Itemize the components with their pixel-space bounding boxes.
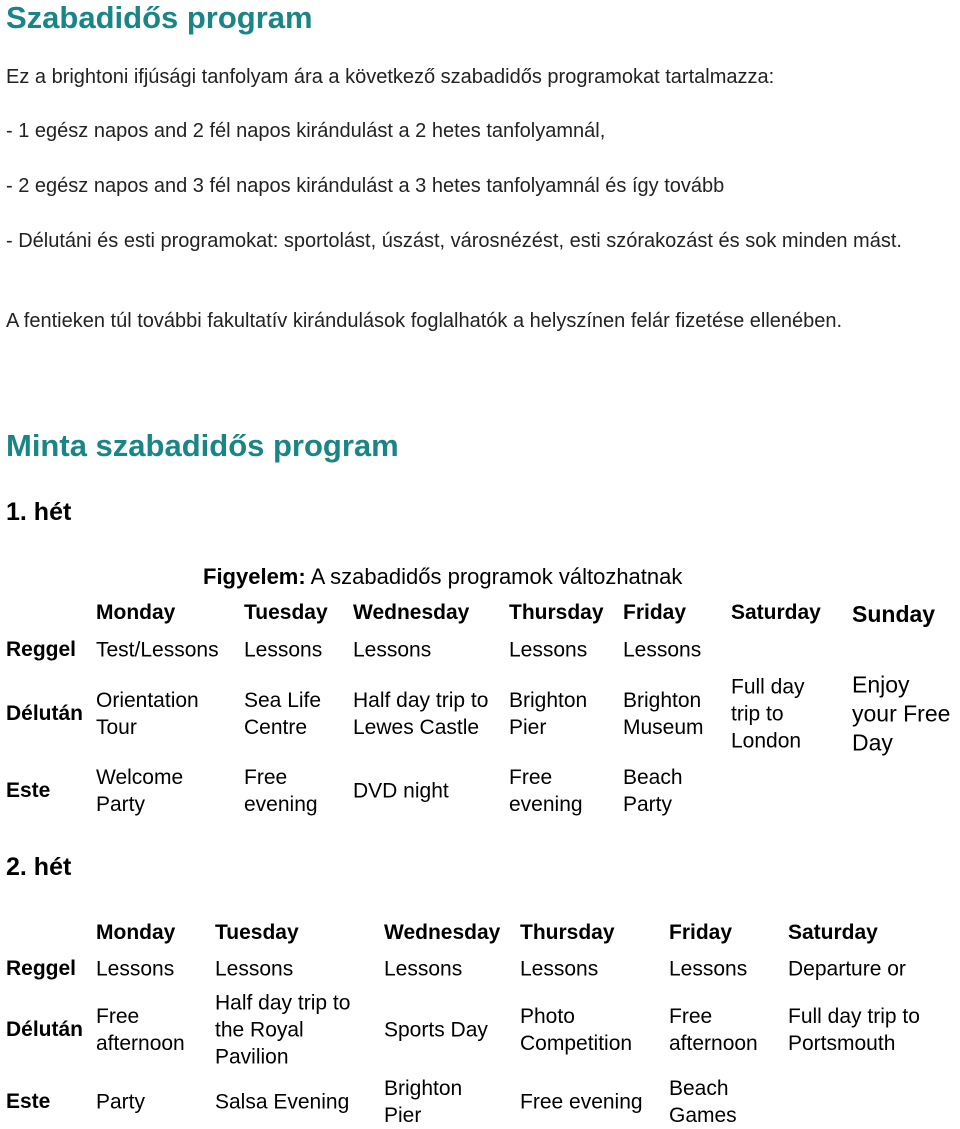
week2-cell-line: Departure or [788,957,906,981]
week1-cell-line: Beach [623,766,683,789]
week2-day-header: Monday [96,921,176,944]
notice [203,564,682,590]
bullet-3: - Délutáni és esti programokat: sportolást, úszást, városnézést, esti szórakozást és sok minden mást. [6,230,902,252]
week2-day-header: Wednesday [384,921,501,944]
week2-cell-line: Photo [520,1005,575,1028]
week1-cell-line: Day [852,729,893,756]
week2-cell-line: Sports Day [384,1018,488,1042]
week1-day-header: Saturday [731,601,821,624]
week2-cell-line: Games [669,1104,737,1127]
week1-table-cell [509,764,583,818]
week2-day-header: Tuesday [215,921,299,944]
week1-table-cell [96,687,199,741]
week1-cell-line: Lewes Castle [353,716,480,739]
page-title: Szabadidős program [6,0,313,35]
intro-text: Ez a brightoni ifjúsági tanfolyam ára a következő szabadidős programokat tartalmazza: [6,66,775,88]
week2-table-cell [788,956,906,983]
week1-cell-line: Half day trip to [353,689,489,712]
week1-cell-line: trip to [731,702,784,726]
week1-cell-line: Welcome [96,766,184,789]
week2-cell-line: Lessons [96,957,175,981]
week2-cell-line: Lessons [384,957,463,981]
week1-cell-line: Sea Life [244,689,322,712]
week1-day-header: Friday [623,601,687,624]
week1-label: 1. hét [6,498,72,526]
week1-table-cell [852,671,950,758]
week1-cell-line: Free [509,766,553,789]
week1-cell-line: Enjoy [852,671,910,698]
week1-table-cell [244,764,318,818]
week1-cell-line: DVD night [353,779,449,803]
week1-cell-line: Party [623,793,673,816]
bullet-1: - 1 egész napos and 2 fél napos kirándulást a 2 hetes tanfolyamnál, [6,120,606,142]
week2-table-cell [669,1075,737,1129]
week2-label: 2. hét [6,853,72,881]
week1-table-cell [623,764,683,818]
week2-row-label: Délután [6,1018,84,1041]
week1-day-header: Wednesday [353,601,470,624]
week1-table-cell [623,637,701,664]
week1-cell-line: Lessons [623,638,702,662]
week2-cell-line: the Royal [215,1018,304,1042]
week2-cell-line: Portsmouth [788,1032,896,1055]
week1-table-cell [623,687,704,741]
week2-day-header: Saturday [788,921,878,944]
week1-row-label: Délután [6,702,84,725]
week1-cell-line: Brighton [623,689,702,712]
week1-cell-line: Tour [96,716,137,739]
week2-cell-line: Beach [669,1077,729,1100]
week1-cell-line: Full day [731,675,805,699]
week1-cell-line: Test/Lessons [96,638,219,662]
week1-table-cell [509,637,587,664]
week1-cell-line: Centre [244,716,308,739]
week1-table-cell [353,778,449,805]
week1-row-label: Este [6,779,51,802]
week2-cell-line: afternoon [669,1032,758,1055]
week2-cell-line: afternoon [96,1032,185,1055]
week2-table-cell [96,1089,145,1116]
notice-text: A szabadidős programok változhatnak [305,564,683,589]
week1-cell-line: your Free [852,700,951,727]
week1-row-label: Reggel [6,638,77,661]
week1-table-cell [244,637,322,664]
week2-cell-line: Brighton [384,1077,463,1100]
week1-day-header: Monday [96,601,176,624]
week2-table-cell [96,956,174,983]
week2-row-label: Reggel [6,957,77,980]
week1-table-cell [244,687,321,741]
week1-table-cell [509,687,587,741]
sample-title: Minta szabadidős program [6,428,399,463]
week1-cell-line: Party [96,793,146,816]
week2-cell-line: Free [96,1005,140,1028]
week2-cell-line: Full day trip to [788,1005,920,1028]
week1-cell-line: Pier [509,716,547,739]
week1-table-cell [353,687,488,741]
week1-table-cell [353,637,431,664]
week1-cell-line: evening [244,793,318,816]
week2-table-cell [520,1089,643,1116]
week2-table-cell [96,1003,185,1057]
week2-table-cell [669,956,747,983]
week2-table-cell [384,956,462,983]
week2-cell-line: Pier [384,1104,422,1127]
week2-cell-line: Party [96,1090,146,1114]
week1-cell-line: Brighton [509,689,588,712]
week2-cell-line: Half day trip to [215,991,351,1015]
week1-cell-line: Lessons [244,638,323,662]
week1-cell-line: London [731,729,802,753]
week1-cell-line: Museum [623,716,704,739]
week2-cell-line: Competition [520,1032,633,1055]
week2-day-header: Friday [669,921,733,944]
extra-text: A fentieken túl további fakultatív kirándulások foglalhatók a helyszínen felár fizetése ellenében. [6,310,843,332]
week2-cell-line: Lessons [520,957,599,981]
week2-table-cell [384,1017,488,1044]
week2-cell-line: Salsa Evening [215,1090,350,1114]
week1-day-header: Sunday [852,601,936,627]
week2-day-header: Thursday [520,921,615,944]
bullet-2: - 2 egész napos and 3 fél napos kirándulást a 3 hetes tanfolyamnál és így tovább [6,175,725,197]
week1-cell-line: Orientation [96,689,199,712]
week1-table-cell [96,637,219,664]
week1-cell-line: Lessons [509,638,588,662]
week2-cell-line: Lessons [669,957,748,981]
week1-table-cell [96,764,183,818]
week2-table-cell [520,1003,632,1057]
week1-day-header: Tuesday [244,601,328,624]
week2-table-cell [788,1003,920,1057]
week2-cell-line: Free [669,1005,713,1028]
week2-table-cell [520,956,598,983]
notice-bold: Figyelem: [203,564,306,589]
week2-cell-line: Pavilion [215,1045,289,1069]
week1-day-header: Thursday [509,601,604,624]
week1-table-cell [731,674,805,755]
week1-cell-line: evening [509,793,583,816]
week2-table-cell [215,956,293,983]
week1-cell-line: Free [244,766,288,789]
week2-table-cell [384,1075,462,1129]
week2-cell-line: Lessons [215,957,294,981]
week1-cell-line: Lessons [353,638,432,662]
week2-table-cell [215,990,350,1071]
week2-table-cell [669,1003,758,1057]
week2-cell-line: Free evening [520,1090,643,1114]
week2-table-cell [215,1089,349,1116]
week2-row-label: Este [6,1090,51,1113]
